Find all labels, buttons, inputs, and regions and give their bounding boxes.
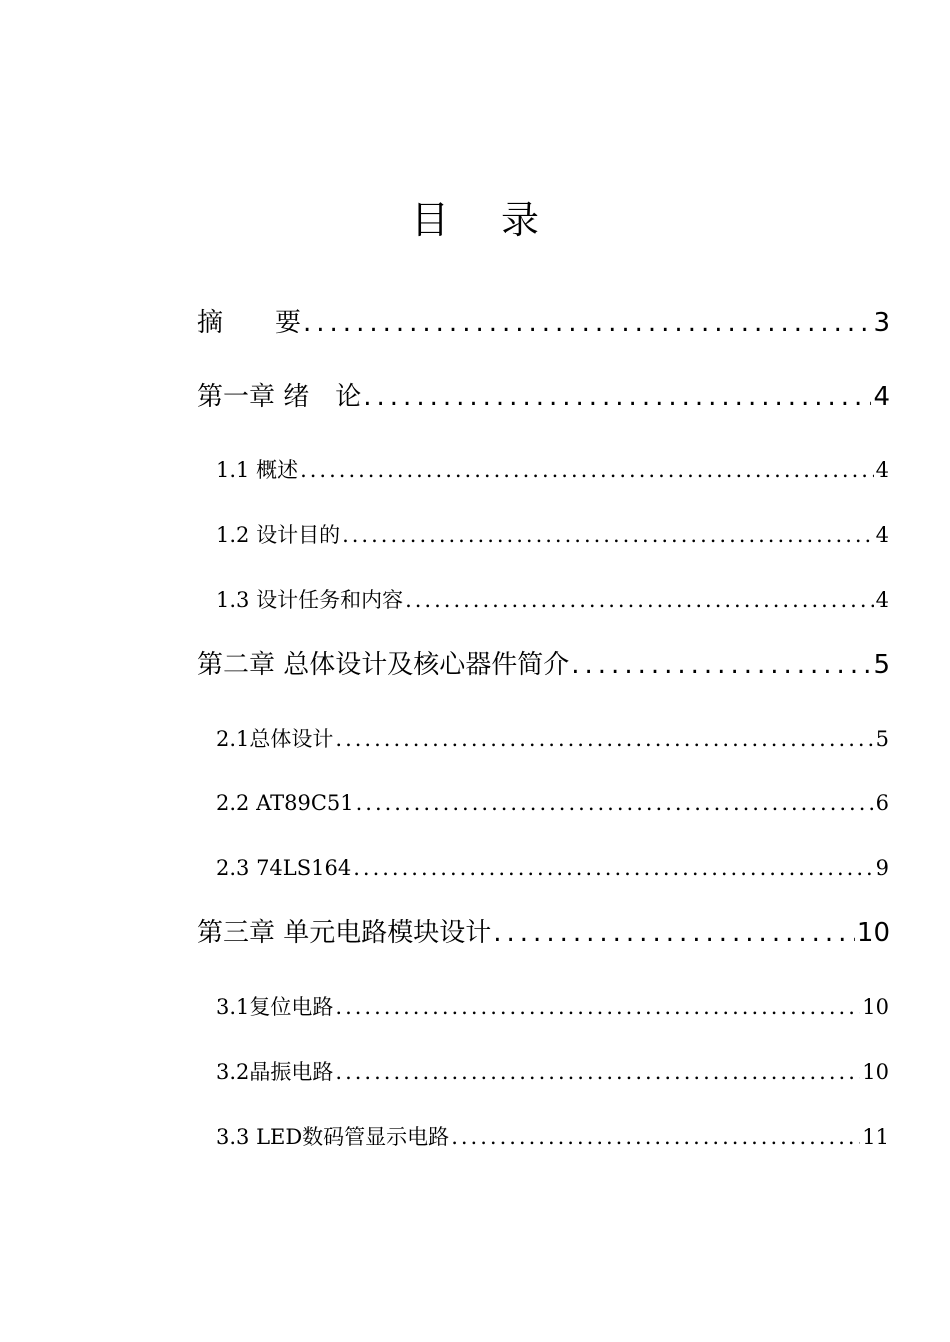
toc-entry-page: 6 xyxy=(875,791,889,815)
dot-leader xyxy=(353,854,873,882)
toc-entry-section-3-1[interactable] xyxy=(216,993,889,1021)
dot-leader xyxy=(405,586,874,614)
toc-entry-chapter-2[interactable] xyxy=(197,648,890,682)
toc-entry-label: 1.3 设计任务和内容 xyxy=(216,588,404,612)
toc-entry-page: 5 xyxy=(873,650,890,680)
toc-entry-page: 10 xyxy=(862,1060,889,1084)
toc-entry-section-3-3[interactable] xyxy=(216,1123,889,1151)
toc-entry-page: 4 xyxy=(875,523,889,547)
dot-leader xyxy=(342,521,874,549)
dot-leader xyxy=(335,725,873,753)
toc-entry-label: 2.2 AT89C51 xyxy=(216,791,354,815)
toc-entry-section-1-1[interactable] xyxy=(216,456,889,484)
dot-leader xyxy=(363,380,871,414)
toc-entry-page: 9 xyxy=(875,856,889,880)
toc-entry-section-2-1[interactable] xyxy=(216,725,889,753)
toc-entry-page: 5 xyxy=(875,727,889,751)
toc-entry-label: 第三章 单元电路模块设计 xyxy=(197,918,492,948)
toc-entry-page: 4 xyxy=(873,382,890,412)
toc-entry-section-1-2[interactable] xyxy=(216,521,889,549)
dot-leader xyxy=(303,306,871,340)
toc-entry-label: 3.3 LED数码管显示电路 xyxy=(216,1125,450,1149)
toc-entry-label: 第二章 总体设计及核心器件简介 xyxy=(197,650,570,680)
toc-entry-label: 3.2晶振电路 xyxy=(216,1060,334,1084)
toc-entry-label: 2.3 74LS164 xyxy=(216,856,352,880)
toc-entry-section-3-2[interactable] xyxy=(216,1058,889,1086)
toc-entry-section-2-3[interactable] xyxy=(216,854,889,882)
toc-entry-label: 第一章 绪 论 xyxy=(197,382,362,412)
toc-entry-label: 2.1总体设计 xyxy=(216,727,334,751)
toc-entry-section-2-2[interactable] xyxy=(216,789,889,817)
toc-entry-label: 摘 要 xyxy=(197,308,302,338)
dot-leader xyxy=(300,456,874,484)
toc-entry-chapter-3[interactable] xyxy=(197,916,890,950)
dot-leader xyxy=(571,648,871,682)
toc-entry-page: 11 xyxy=(862,1125,889,1149)
dot-leader xyxy=(335,1058,860,1086)
dot-leader xyxy=(451,1123,860,1151)
toc-entry-abstract[interactable] xyxy=(197,306,890,340)
dot-leader xyxy=(335,993,860,1021)
toc-entry-label: 1.2 设计目的 xyxy=(216,523,341,547)
toc-entry-page: 10 xyxy=(862,995,889,1019)
toc-entry-label: 3.1复位电路 xyxy=(216,995,334,1019)
toc-entry-chapter-1[interactable] xyxy=(197,380,890,414)
toc-entry-section-1-3[interactable] xyxy=(216,586,889,614)
toc-title: 目 录 xyxy=(410,198,560,242)
dot-leader xyxy=(356,789,874,817)
toc-entry-page: 10 xyxy=(856,918,890,948)
toc-entry-label: 1.1 概述 xyxy=(216,458,299,482)
dot-leader xyxy=(493,916,855,950)
toc-entry-page: 4 xyxy=(875,588,889,612)
toc-entry-page: 4 xyxy=(875,458,889,482)
toc-entry-page: 3 xyxy=(873,308,890,338)
